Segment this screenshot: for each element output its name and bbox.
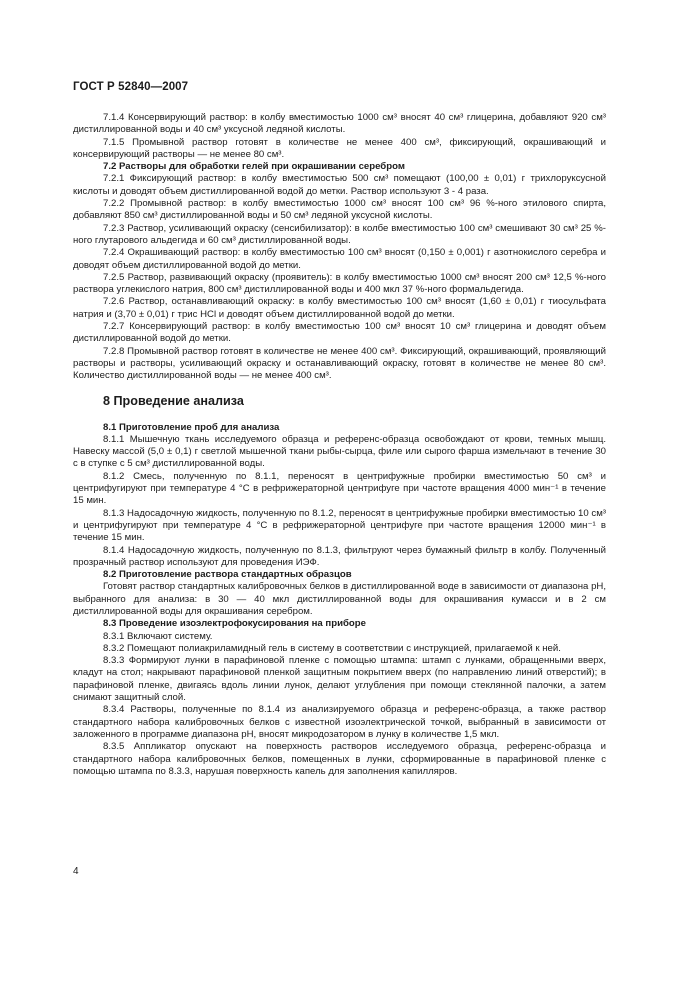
paragraph: 8.1.4 Надосадочную жидкость, полученную по 8.1.3, фильтруют через бумажный фильтр в колбу. Полученный прозрачный раствор используют для проведения ИЭФ. — [73, 544, 606, 568]
paragraph: 8.1.1 Мышечную ткань исследуемого образца и референс-образца освобождают от крови, темных мышц. Навеску массой (5,0 ± 0,1) г светлой мышечной ткани рыбы-сырца, филе или сырого фарша измельчают в течение 30 с в ступке с 5 см³ дистиллированной воды. — [73, 433, 606, 470]
paragraph: 8.3.1 Включают систему. — [103, 630, 213, 642]
paragraph: 8.3.4 Растворы, полученные по 8.1.4 из анализируемого образца и референс-образца, а также раствор стандартного набора калибровочных белков с известной изоэлектрической точкой, выбранный в зависимости от заложенного в программе диапазона рН, вносят микродозатором в лунку в количестве 1,5 мкл. — [73, 704, 606, 740]
subsection-heading: 8.3 Проведение изоэлектрофокусирования на приборе — [103, 618, 366, 630]
paragraph: 8.1.2 Смесь, полученную по 8.1.1, переносят в центрифужные пробирки вместимостью 50 см³ и центрифугируют при температуре 4 °С в рефрижераторной центрифуге при частоте вращения 4000 мин⁻¹ в течение 15 мин. — [73, 470, 606, 507]
paragraph: 8.3.2 Помещают полиакриламидный гель в систему в соответствии с инструкцией, прилагаемой к ней. — [103, 642, 561, 654]
subsection-heading: 8.2 Приготовление раствора стандартных образцов — [103, 569, 352, 581]
paragraph: Готовят раствор стандартных калибровочных белков в дистиллированной воде в зависимости от диапазона рН, выбранного для анализа: в 30 — 40 мкл дистиллированной воды для окрашивания кумасси и в 2 см дистиллированной воды для окрашивания серебром. — [73, 581, 606, 617]
section-heading: 8 Проведение анализа — [103, 393, 244, 408]
subsection-heading: 8.1 Приготовление проб для анализа — [103, 421, 280, 433]
paragraph: 8.3.5 Аппликатор опускают на поверхность растворов исследуемого образца, референс-образца и стандартного набора калибровочных белков, помещенных в лунки, сформированные в парафиновой пленке с помощью штампа по 8.3.3, нарушая поверхность капель для заполнения капилляров. — [73, 741, 606, 777]
paragraph: 7.2.6 Раствор, останавливающий окраску: в колбу вместимостью 100 см³ вносят (1,60 ± 0,01) г тиосульфата натрия и (3,70 ± 0,01) г трис HCl и доводят объем дистиллированной водой до метки. — [73, 296, 606, 320]
standard-header: ГОСТ Р 52840—2007 — [73, 81, 189, 93]
paragraph: 7.2.1 Фиксирующий раствор: в колбу вместимостью 500 см³ помещают (100,00 ± 0,01) г трихлоруксусной кислоты и доводят объем дистиллированной водой до метки. Раствор используют 3 - 4 раза. — [73, 173, 606, 197]
document-body — [73, 112, 606, 778]
subsection-heading: 7.2 Растворы для обработки гелей при окрашивании серебром — [103, 161, 405, 173]
paragraph: 7.2.2 Промывной раствор: в колбу вместимостью 1000 см³ вносят 100 см³ 96 %-ного этилового спирта, добавляют 850 см³ дистиллированной воды и 50 см³ ледяной уксусной кислоты. — [73, 198, 606, 222]
paragraph: 7.2.3 Раствор, усиливающий окраску (сенсибилизатор): в колбе вместимостью 100 см³ смешивают 30 см³ 25 %-ного глутарового альдегида и 60 см³ дистиллированной воды. — [73, 222, 606, 246]
paragraph: 7.2.4 Окрашивающий раствор: в колбу вместимостью 100 см³ вносят (0,150 ± 0,001) г азотнокислого серебра и доводят объем дистиллированной водой до метки. — [73, 247, 606, 271]
paragraph: 7.2.7 Консервирующий раствор: в колбу вместимостью 100 см³ вносят 10 см³ глицерина и доводят объем дистиллированной водой до метки. — [73, 321, 606, 345]
paragraph: 8.3.3 Формируют лунки в парафиновой пленке с помощью штампа: штамп с лунками, обращенными вверх, кладут на стол; накрывают парафиновой пленкой защитным покрытием вверх (по направлению линий отверстий); в парафиновой пленке, двигаясь вдоль линии лунок, делают углубления при помощи стеклянной палочки, а затем снимают защитный слой. — [73, 655, 606, 704]
paragraph: 7.2.8 Промывной раствор готовят в количестве не менее 400 см³. Фиксирующий, окрашивающий, проявляющий растворы и растворы, усиливающий окраску и останавливающий окраску, готовят в количестве не менее 80 см³. Количество дистиллированной воды — не менее 400 см³. — [73, 345, 606, 382]
paragraph: 7.2.5 Раствор, развивающий окраску (проявитель): в колбу вместимостью 1000 см³ вносят 200 см³ 12,5 %-ного раствора углекислого натрия, 800 см³ дистиллированной воды и 400 мкл 37 %-ного формальдегида. — [73, 271, 606, 296]
paragraph: 7.1.4 Консервирующий раствор: в колбу вместимостью 1000 см³ вносят 40 см³ глицерина, добавляют 920 см³ дистиллированной воды и 40 см³ уксусной ледяной кислоты. — [73, 112, 606, 136]
page-number: 4 — [73, 866, 79, 877]
paragraph: 7.1.5 Промывной раствор готовят в количестве не менее 400 см³, фиксирующий, окрашивающий и консервирующий растворы — не менее 80 см³. — [73, 136, 606, 160]
paragraph: 8.1.3 Надосадочную жидкость, полученную по 8.1.2, переносят в центрифужные пробирки вместимостью 10 см³ и центрифугируют при температуре 4 °С в рефрижераторной центрифуге при частоте вращения 12000 мин⁻¹ в течение 15 мин. — [73, 507, 606, 544]
